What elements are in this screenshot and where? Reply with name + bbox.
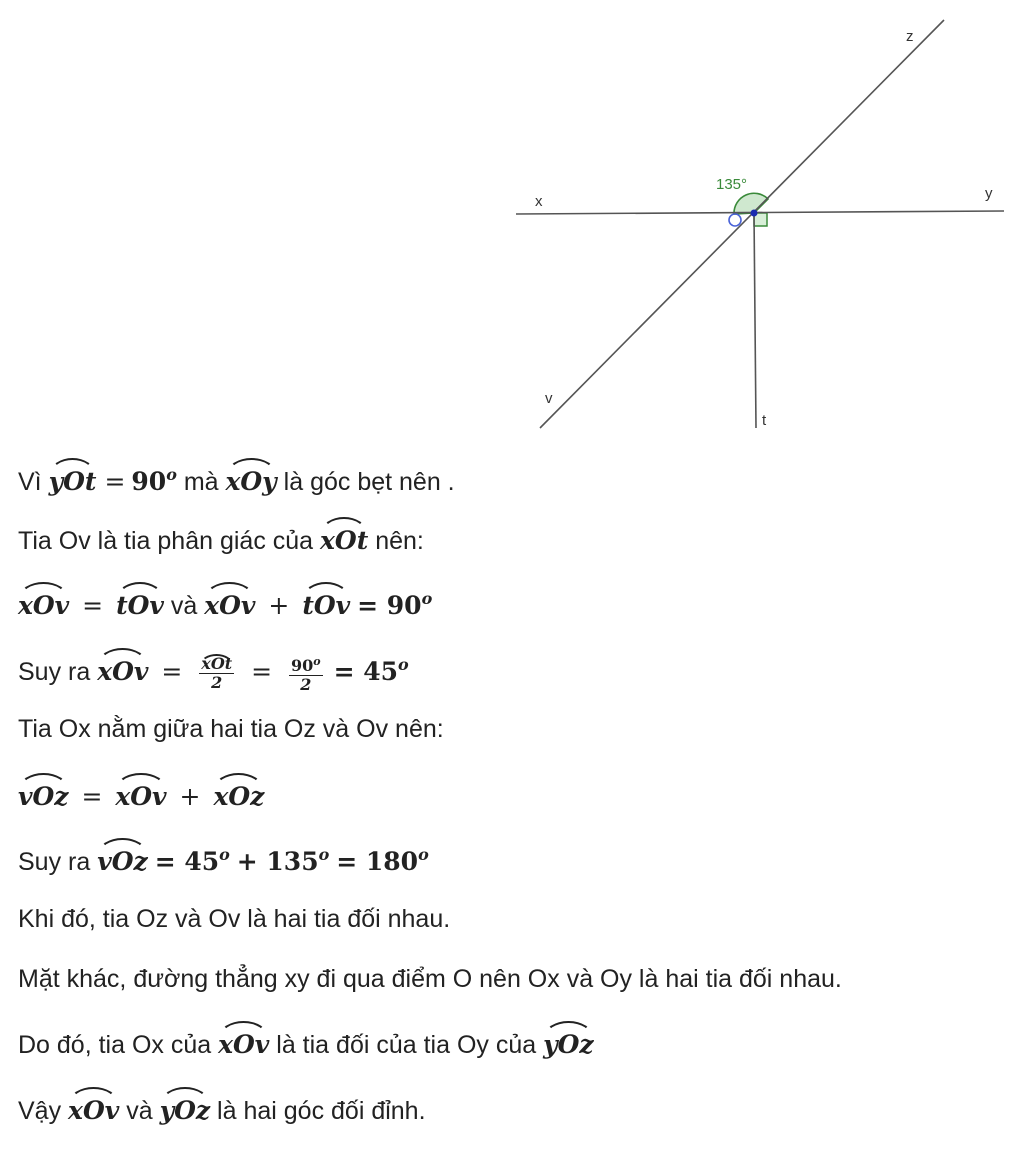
solution-line-7	[18, 838, 429, 879]
angle-xoz: xOz	[213, 776, 264, 814]
degree: o	[398, 655, 409, 674]
text: Suy ra	[18, 658, 91, 686]
text: và	[126, 1097, 153, 1125]
degree: o	[219, 845, 230, 864]
angle-yoz: yOz	[543, 1024, 594, 1062]
text: là hai góc đối đỉnh.	[217, 1097, 426, 1125]
degree: o	[313, 654, 321, 668]
denominator: 2	[300, 674, 312, 694]
solution-line-4	[18, 648, 409, 694]
angle-voz: vOz	[97, 841, 148, 879]
text: Vì	[18, 468, 42, 496]
plus: +	[268, 591, 290, 620]
ray-ot	[754, 213, 756, 428]
text: là góc bẹt nên .	[283, 468, 455, 496]
eq-90: = $90^o$	[104, 465, 177, 496]
text: Suy ra	[18, 848, 91, 876]
text: Tia Ov là tia phân giác của	[18, 527, 314, 555]
angle-marker-circle	[729, 214, 741, 226]
ray-label-z: z	[906, 28, 914, 45]
solution-line-2	[18, 520, 424, 558]
equals: =	[251, 657, 273, 686]
plus-135: + 135	[236, 847, 319, 876]
text: Tia Ox nằm giữa hai tia Oz và Ov nên:	[18, 715, 444, 743]
denominator: 2	[211, 672, 223, 692]
point-o	[751, 210, 758, 217]
solution-line-6	[18, 776, 264, 814]
angle-tov: tOv	[116, 585, 164, 623]
angle-voz: vOz	[18, 776, 69, 814]
equals: =	[82, 591, 104, 620]
value: 90	[291, 655, 314, 675]
solution-line-9	[18, 962, 842, 996]
angle-yot: yOt	[49, 461, 97, 499]
angle-yoz: yOz	[160, 1090, 211, 1128]
fraction-90-2	[289, 653, 323, 694]
eq-90: = 90	[357, 591, 422, 620]
ray-label-x: x	[535, 193, 543, 210]
text: Vậy	[18, 1097, 62, 1125]
text: nên:	[375, 527, 424, 555]
plus: +	[179, 782, 201, 811]
equals: =	[81, 782, 103, 811]
geometry-figure	[0, 0, 1024, 440]
degree: o	[166, 465, 177, 484]
text: và	[170, 592, 198, 620]
eq-45: = 45	[154, 847, 220, 876]
angle-xov: xOv	[18, 585, 69, 623]
eq-45: = 45	[333, 657, 399, 686]
angle-xov: xOv	[97, 651, 148, 689]
ray-label-t: t	[762, 412, 767, 429]
solution-line-3	[18, 582, 432, 623]
text: mà	[183, 468, 219, 496]
angle-xot: xOt	[320, 520, 368, 558]
angle-xov: xOv	[68, 1090, 119, 1128]
degree: o	[318, 845, 330, 864]
text: Do đó, tia Ox của	[18, 1031, 212, 1059]
equals: =	[161, 657, 183, 686]
eq-180: = 180	[336, 847, 419, 876]
angle-xoy: xOy	[226, 461, 277, 499]
numerator	[289, 653, 323, 676]
angle-xov: xOv	[115, 776, 166, 814]
angle-tov: tOv	[302, 585, 350, 623]
text: Khi đó, tia Oz và Ov là hai tia đối nhau.	[18, 905, 451, 933]
line-vz	[540, 20, 944, 428]
angle-xov: xOv	[218, 1024, 269, 1062]
fraction-xot-2	[199, 655, 234, 692]
solution-line-1	[18, 458, 455, 499]
angle-xov: xOv	[204, 585, 255, 623]
degree: o	[421, 589, 433, 608]
solution-line-5	[18, 712, 444, 746]
ray-label-v: v	[545, 390, 553, 407]
solution-line-10	[18, 1024, 594, 1062]
ray-label-y: y	[985, 185, 993, 202]
numerator: xOt	[201, 653, 233, 673]
solution-line-11	[18, 1090, 426, 1128]
value: 90	[131, 467, 167, 496]
solution-line-8	[18, 902, 450, 936]
text: Mặt khác, đường thẳng xy đi qua điểm O nên Ox và Oy là hai tia đối nhau.	[18, 965, 842, 993]
text: là tia đối của tia Oy của	[276, 1031, 537, 1059]
angle-label: 135°	[716, 176, 748, 193]
degree: o	[418, 845, 429, 864]
